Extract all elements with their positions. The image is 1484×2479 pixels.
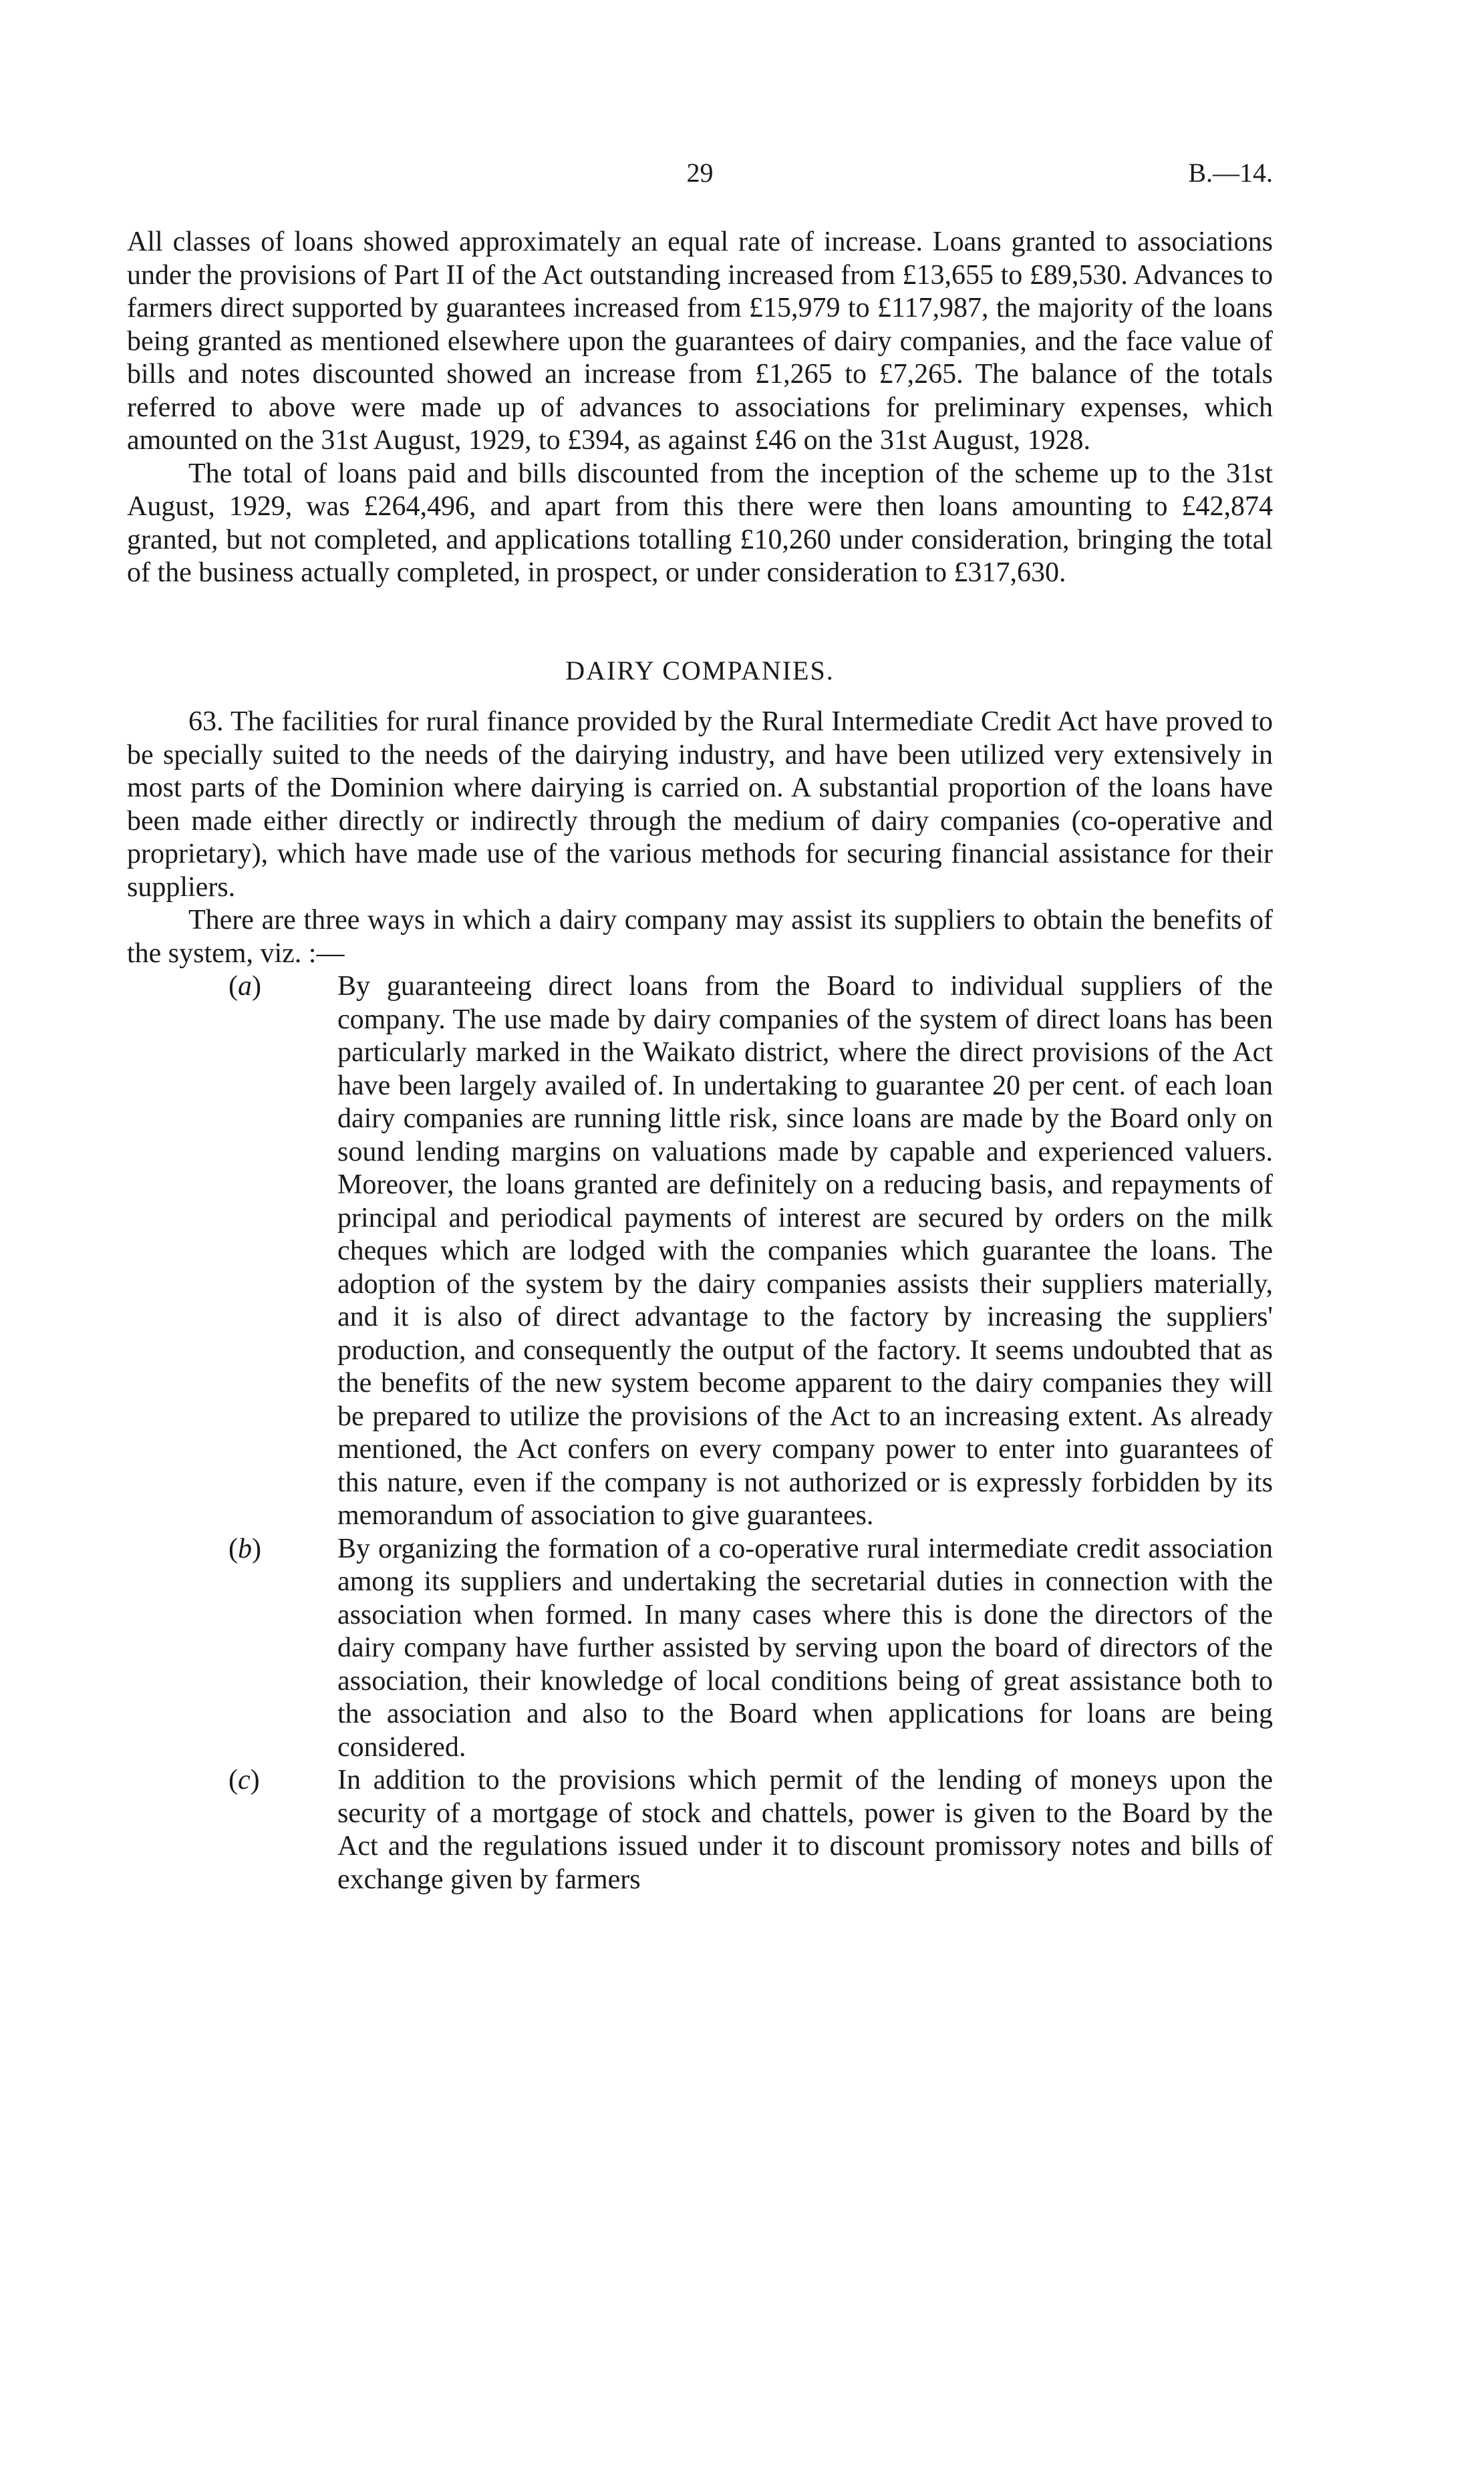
body-text [127, 226, 1273, 1896]
list-item-b [127, 1533, 1273, 1765]
list-label-c: (c) [229, 1765, 260, 1795]
paragraph-loans-increase: All classes of loans showed approximately an equal rate of increase. Loans granted to associations under the provisions of Part II of the Act outstanding increased from £13,655 to £89,530. Advances to farmers direct supported by guarantees increased from £15,979 to £117,987, the majority of the loans being granted as mentioned elsewhere upon the guarantees of dairy companies, and the face value of bills and notes discounted showed an increase from £1,265 to £7,265. The balance of the totals referred to above were made up of advances to associations for preliminary expenses, which amounted on the 31st August, 1929, to £394, as against £46 on the 31st August, 1928. [127, 227, 1273, 456]
paragraph-three-ways: There are three ways in which a dairy company may assist its suppliers to obtain the benefits of the system, viz. :— [127, 905, 1273, 969]
page-header [127, 157, 1273, 197]
document-code: B.—14. [1188, 158, 1273, 188]
page-number: 29 [686, 158, 714, 188]
list-body-c: In addition to the provisions which permit of the lending of moneys upon the security of a mortgage of stock and chattels, power is given to the Board by the Act and the regulations issued under it to discount promissory notes and bills of exchange given by farmers [337, 1765, 1273, 1895]
list-label-a: (a) [229, 971, 261, 1002]
paragraph-facilities: 63. The facilities for rural finance provided by the Rural Intermediate Credit Act have proved to be specially suited to the needs of the dairying industry, and have been utilized very extensively in most parts of the Dominion where dairying is carried on. A substantial proportion of the loans have been made either directly or indirectly through the medium of dairy companies (co-operative and proprietary), which have made use of the various methods for securing financial assistance for their suppliers. [127, 706, 1273, 903]
list-item-a [127, 970, 1273, 1533]
list-body-a: By guaranteeing direct loans from the Board to individual suppliers of the company. The use made by dairy companies of the system of direct loans has been particularly marked in the Waikato district, where the direct provisions of the Act have been largely availed of. In undertaking to guarantee 20 per cent. of each loan dairy companies are running little risk, since loans are made by the Board only on sound lending margins on valuations made by capable and experienced valuers. Moreover, the loans granted are definitely on a reducing basis, and repayments of principal and periodical payments of interest are secured by orders on the milk cheques which are lodged with the companies which guarantee the loans. The adoption of the system by the dairy companies assists their suppliers materially, and it is also of direct advantage to the factory by increasing the suppliers' production, and consequently the output of the factory. It seems undoubted that as the benefits of the new system become apparent to the dairy companies they will be prepared to utilize the provisions of the Act to an increasing extent. As already mentioned, the Act confers on every company power to enter into guarantees of this nature, even if the company is not authorized or is expressly forbidden by its memorandum of association to give guarantees. [337, 971, 1273, 1531]
list-label-b: (b) [229, 1533, 261, 1564]
list-body-b: By organizing the formation of a co-operative rural intermediate credit association among its suppliers and undertaking the secretarial duties in connection with the association when formed. In many cases where this is done the directors of the dairy company have further assisted by serving upon the board of directors of the association, their knowledge of local conditions being of great assistance both to the association and also to the Board when applications for loans are being considered. [337, 1533, 1273, 1763]
section-heading-dairy-companies: DAIRY COMPANIES. [565, 655, 835, 686]
list-item-c [127, 1764, 1273, 1896]
paragraph-loans-total: The total of loans paid and bills discounted from the inception of the scheme up to the 31st August, 1929, was £264,496, and apart from this there were then loans amounting to £42,874 granted, but not completed, and applications totalling £10,260 under consideration, bringing the total of the business actually completed, in prospect, or under consideration to £317,630. [127, 458, 1273, 588]
